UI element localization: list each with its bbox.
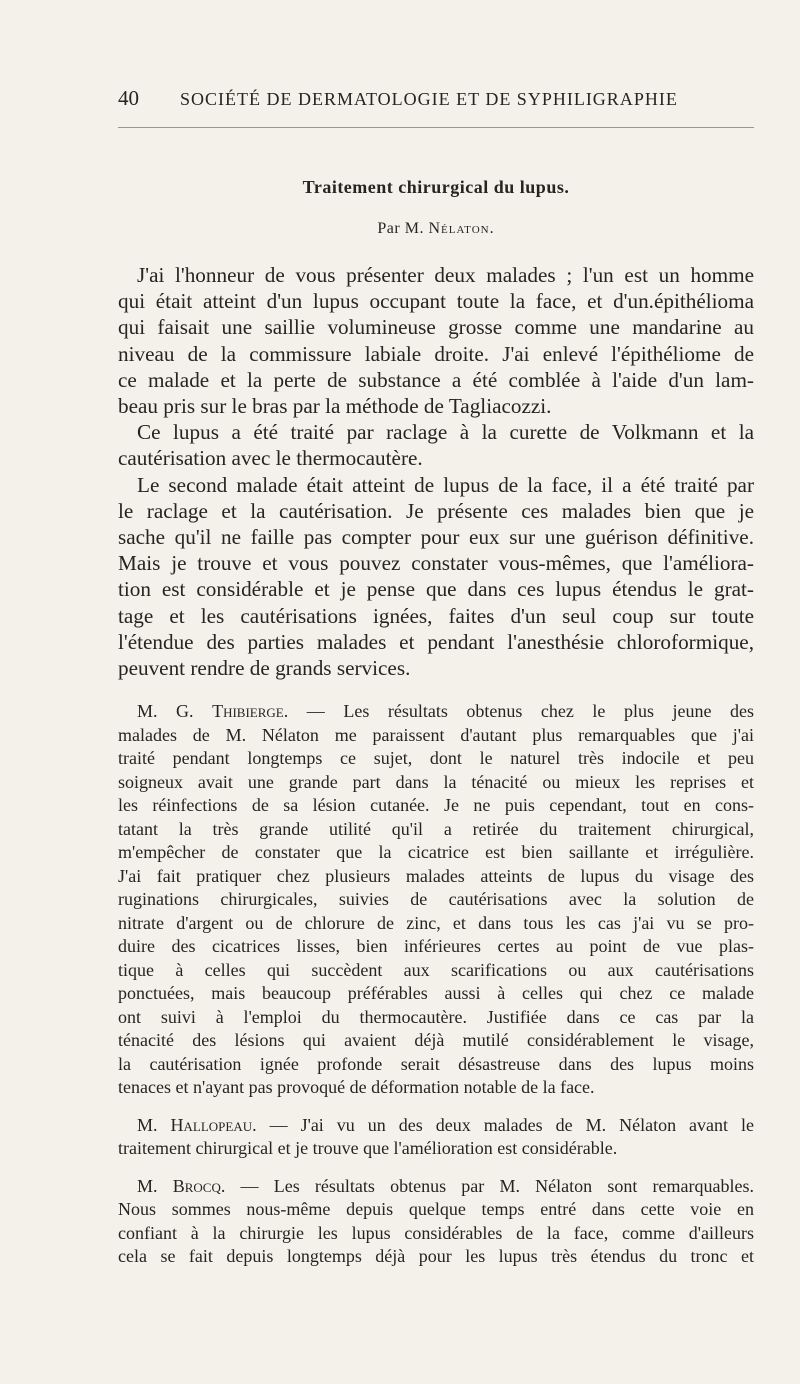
speaker-prefix: M. [137, 1114, 158, 1135]
speaker-name: Brocq. [172, 1175, 226, 1196]
main-text [118, 262, 754, 681]
text-line: Le second malade était atteint de lupus de la face, il a été traité par [137, 472, 754, 497]
text-line: Nous sommes nous-même depuis quelque temps entré dans cette voie en [118, 1199, 754, 1219]
text-line: sache qu'il ne faille pas compter pour eux sur une guérison définitive. [118, 525, 754, 550]
text-line: la cautérisation ignée profonde serait désastreuse dans des lupus moins [118, 1053, 754, 1074]
text-line [118, 1175, 754, 1199]
text-line: cela se fait depuis longtemps déjà pour les lupus très étendus du tronc et [118, 1246, 754, 1266]
paragraph [118, 262, 754, 419]
speaker-prefix: M. [137, 1175, 158, 1196]
text-line: tique à celles qui succèdent aux scarifications ou aux cautérisations [118, 959, 754, 980]
text-line: Mais je trouve et vous pouvez constater vous-mêmes, que l'améliora- [118, 551, 754, 576]
text-line: beau pris sur le bras par la méthode de Tagliacozzi. [118, 394, 552, 419]
text-line: nitrate d'argent ou de chlorure de zinc, et dans tous les cas j'ai vu se pro- [118, 912, 754, 933]
text-line: J'ai fait pratiquer chez plusieurs malades atteints de lupus du visage des [118, 865, 754, 886]
text-line: Ce lupus a été traité par raclage à la curette de Volkmann et la [137, 420, 754, 445]
text-line: ont suivi à l'emploi du thermocautère. Justifiée dans ce cas par la [118, 1006, 754, 1027]
article-title: Traitement chirurgical du lupus. [302, 177, 570, 197]
text-line: ce malade et la perte de substance a été comblée à l'aide d'un lam- [118, 367, 754, 392]
text-line: les réinfections de sa lésion cutanée. Je ne puis cependant, tout en cons- [118, 795, 754, 815]
text-line: tenaces et n'ayant pas provoqué de déformation notable de la face. [118, 1077, 595, 1097]
byline-author: Nélaton. [428, 220, 495, 237]
text-line: tion est considérable et je pense que dans ces lupus étendus le grat- [118, 577, 754, 602]
discussion-paragraph-thibierge [118, 700, 754, 1100]
byline-prefix: Par M. [377, 220, 424, 237]
text-line: ruginations chirurgicales, suivies de cautérisations avec la solution de [118, 889, 754, 909]
speaker-name: Hallopeau. [170, 1114, 257, 1135]
text-line: cautérisation avec le thermocautère. [118, 446, 423, 471]
text-line: ponctuées, mais beaucoup préférables aussi à celles qui chez ce malade [118, 983, 754, 1003]
text-line: tage et les cautérisations ignées, faites d'un seul coup sur toute [118, 603, 754, 628]
text-line: l'étendue des parties malades et pendant l'anesthésie chloroformique, [118, 629, 754, 654]
text-line: malades de M. Nélaton me paraissent d'autant plus remarquables que j'ai [118, 724, 754, 745]
text-line: traitement chirurgical et je trouve que l'amélioration est considérable. [118, 1138, 618, 1158]
text-line: ténacité des lésions qui avaient déjà mutilé considérablement le visage, [118, 1030, 754, 1050]
paragraph-gap [118, 1161, 754, 1175]
paragraph [118, 419, 754, 471]
text-line: traité pendant longtemps ce sujet, dont le naturel très indocile et peu [118, 748, 754, 768]
speaker-name: Thibierge. [212, 701, 289, 721]
discussion-paragraph-brocq [118, 1175, 754, 1269]
speaker-text: — Les résultats obtenus chez le plus jeune des [306, 701, 754, 721]
text-line: peuvent rendre de grands services. [118, 656, 411, 681]
text-line: duire des cicatrices lisses, bien inférieures certes au point de vue plas- [118, 936, 754, 956]
paragraph [118, 472, 754, 682]
running-title: SOCIÉTÉ DE DERMATOLOGIE ET DE SYPHILIGRAPHIE [180, 89, 678, 109]
text-line: tatant la très grande utilité qu'il a retirée du traitement chirurgical, [118, 818, 754, 839]
page-number: 40 [118, 86, 139, 110]
text-line: qui faisait une saillie volumineuse grosse comme une mandarine au [118, 315, 754, 340]
text-line: niveau de la commissure labiale droite. J'ai enlevé l'épithéliome de [118, 341, 754, 366]
speaker-text: — J'ai vu un des deux malades de M. Nélaton avant le [269, 1114, 755, 1135]
text-line: m'empêcher de constater que la cicatrice est bien saillante et irrégulière. [118, 842, 754, 862]
text-line: soigneux avait une grande part dans la ténacité ou mieux les reprises et [118, 771, 754, 792]
discussion-text [118, 700, 754, 1269]
header-rule [118, 127, 754, 128]
discussion-paragraph-hallopeau [118, 1114, 754, 1161]
article-byline [118, 220, 754, 238]
text-line: le raclage et la cautérisation. Je présente ces malades bien que je [118, 498, 754, 523]
speaker-text: — Les résultats obtenus par M. Nélaton sont remarquables. [240, 1175, 755, 1196]
speaker-prefix: M. G. [137, 701, 194, 721]
text-line: J'ai l'honneur de vous présenter deux malades ; l'un est un homme [137, 263, 754, 287]
paragraph-gap [118, 1100, 754, 1114]
text-line: qui était atteint d'un lupus occupant toute la face, et d'un.épithélioma [118, 289, 754, 314]
text-line [118, 700, 754, 724]
text-line [118, 1114, 754, 1138]
text-line: confiant à la chirurgie les lupus considérables de la face, comme d'ailleurs [118, 1222, 754, 1243]
